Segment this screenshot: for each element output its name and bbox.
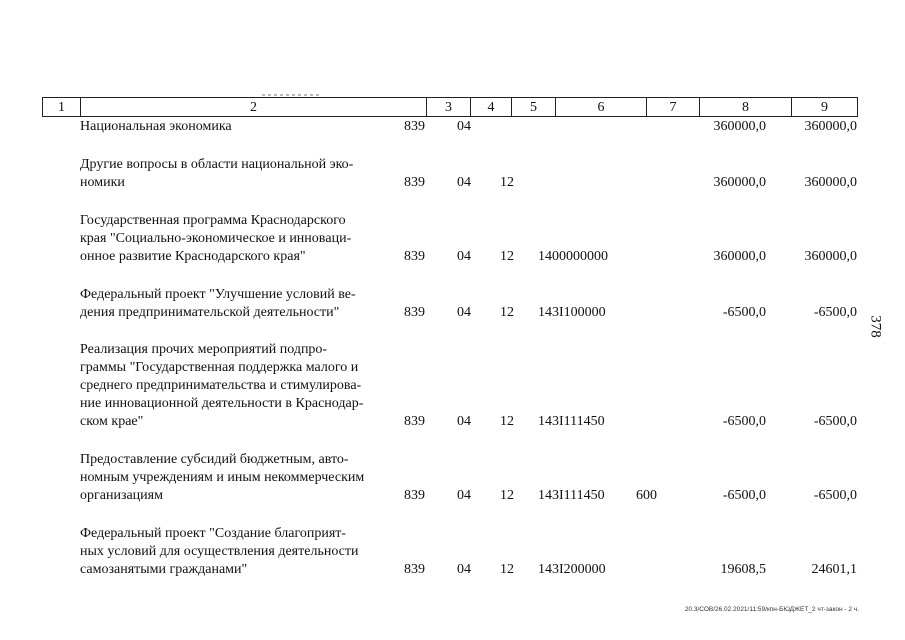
footer-stamp: 20.3/СОВ/26.02.2021/11:59/кпн-БЮДЖЕТ_2 чт-закон - 2 ч. (684, 606, 859, 613)
row-col-9: -6500,0 (813, 488, 857, 503)
row-col-8: -6500,0 (722, 488, 766, 503)
row-col-4: 04 (457, 414, 471, 429)
row-col-8: 360000,0 (713, 119, 766, 134)
table-row (0, 156, 905, 192)
row-col-8: 360000,0 (713, 249, 766, 264)
row-col-4: 04 (457, 305, 471, 320)
row-col-3: 839 (404, 305, 425, 320)
row-col-3: 839 (404, 175, 425, 190)
row-name: Другие вопросы в области национальной эко- номики (80, 157, 354, 190)
row-col-3: 839 (404, 119, 425, 134)
row-col-9: 360000,0 (804, 175, 857, 190)
header-col-7: 7 (647, 98, 700, 116)
row-col-9: 360000,0 (804, 119, 857, 134)
row-name: Федеральный проект "Создание благоприят- ных условий для осуществления деятельности самозанятыми гражданами" (80, 526, 359, 577)
page-number: 378 (867, 315, 884, 338)
row-col-4: 04 (457, 488, 471, 503)
row-col-3: 839 (404, 488, 425, 503)
header-col-9: 9 (821, 100, 828, 115)
row-col-9: 24601,1 (811, 562, 857, 577)
header-col-4: 4 (471, 98, 512, 116)
row-col-8: -6500,0 (722, 305, 766, 320)
header-col-6: 6 (556, 98, 647, 116)
row-col-4: 04 (457, 249, 471, 264)
row-name: Федеральный проект "Улучшение условий ве- дения предпринимательской деятельности" (80, 287, 356, 320)
row-name: Предоставление субсидий бюджетным, авто- номным учреждениям и иным некоммерческим организациям (80, 452, 365, 503)
row-col-6: 143I111450 (538, 488, 605, 503)
row-col-3: 839 (404, 249, 425, 264)
row-col-6: 143I200000 (538, 562, 606, 577)
row-col-7: 600 (636, 488, 657, 503)
row-name: Реализация прочих мероприятий подпро- граммы "Государственная поддержка малого и среднего предпринимательства и стимулирова- ние инновационной деятельности в Краснодар- ском крае" (80, 342, 364, 429)
row-col-9: -6500,0 (813, 414, 857, 429)
row-col-6: 143I100000 (538, 305, 606, 320)
row-name: Национальная экономика (80, 119, 232, 134)
row-col-9: 360000,0 (804, 249, 857, 264)
row-col-3: 839 (404, 414, 425, 429)
row-col-5: 12 (500, 305, 514, 320)
row-col-8: 360000,0 (713, 175, 766, 190)
row-col-6: 143I111450 (538, 414, 605, 429)
header-col-2: 2 (81, 98, 427, 116)
row-col-8: 19608,5 (720, 562, 766, 577)
row-col-5: 12 (500, 249, 514, 264)
row-col-5: 12 (500, 175, 514, 190)
table-row (0, 341, 905, 431)
row-col-4: 04 (457, 562, 471, 577)
table-header (42, 97, 858, 117)
row-col-5: 12 (500, 414, 514, 429)
row-col-8: -6500,0 (722, 414, 766, 429)
table-row (0, 286, 905, 322)
row-name: Государственная программа Краснодарского края "Социально-экономическое и инновaци- онное развитие Краснодарского края" (80, 213, 352, 264)
table-row (0, 212, 905, 266)
header-col-3: 3 (427, 98, 471, 116)
row-col-5: 12 (500, 562, 514, 577)
row-col-4: 04 (457, 175, 471, 190)
header-col-1: 1 (43, 98, 81, 116)
table-row (0, 451, 905, 505)
scan-artifact (262, 94, 322, 96)
table-row (0, 525, 905, 579)
row-col-9: -6500,0 (813, 305, 857, 320)
table-row (0, 118, 905, 136)
row-col-3: 839 (404, 562, 425, 577)
header-col-8: 8 (700, 98, 792, 116)
header-col-5: 5 (512, 98, 556, 116)
row-col-4: 04 (457, 119, 471, 134)
row-col-5: 12 (500, 488, 514, 503)
row-col-6: 1400000000 (538, 249, 608, 264)
